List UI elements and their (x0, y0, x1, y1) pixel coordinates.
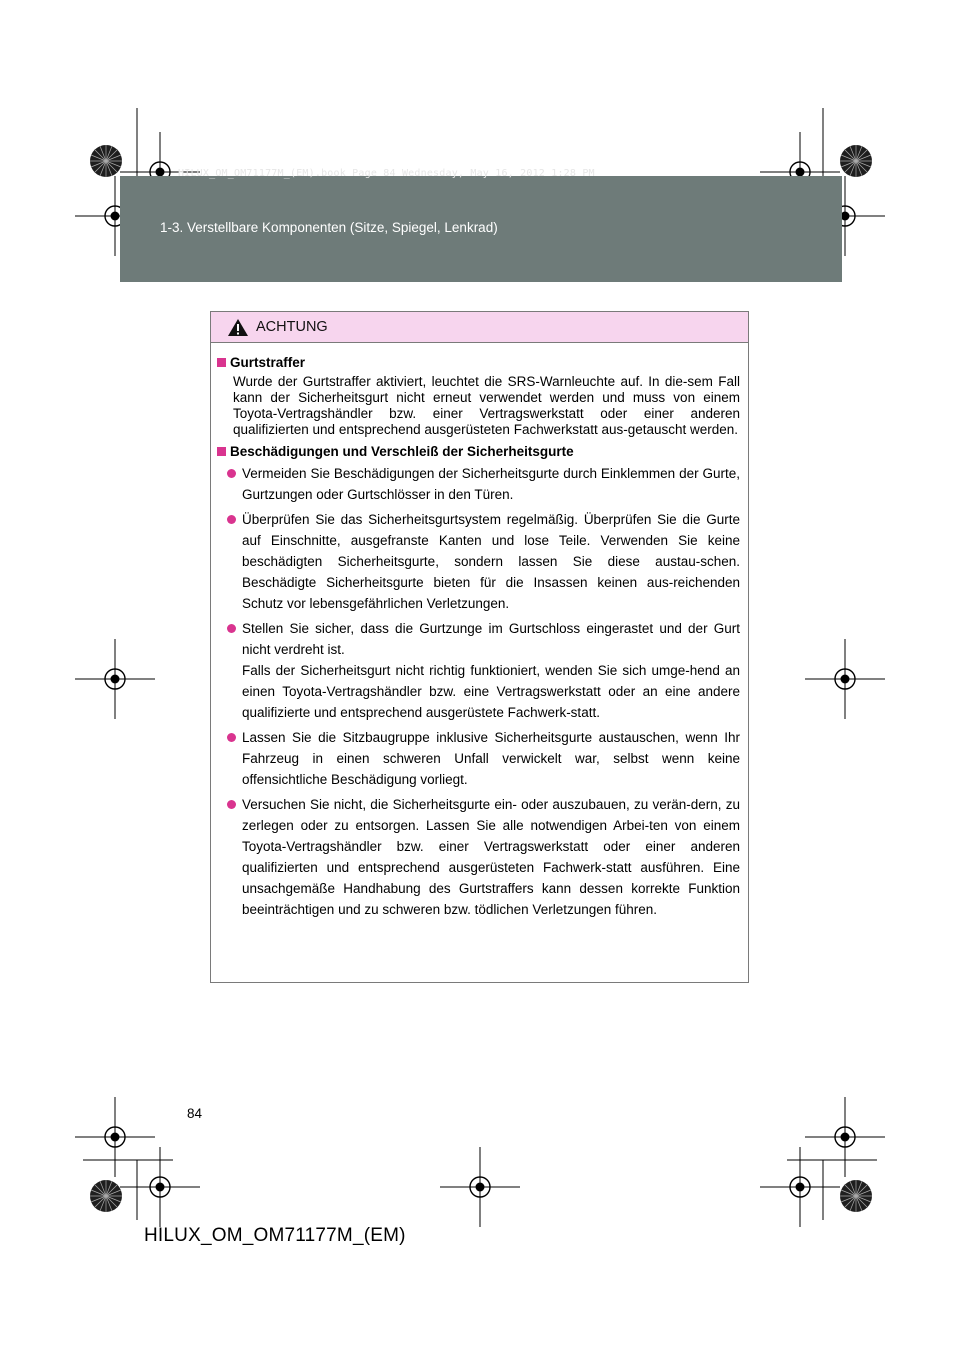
list-item: Versuchen Sie nicht, die Sicherheitsgurte ein- oder auszubauen, zu verän-dern, zu zerlegen oder zu entsorgen. Lassen Sie alle notwendigen Arbei-ten von einem Toyota-Vertragshändler bzw. einer Vertragswerkstatt oder einer anderen qualifizierten und entsprechend ausgerüsteten Fachwerk-statt ausführen. Eine unsachgemäße Handhabung des Gurtstraffers kann dessen korrekte Funktion beeinträchtigen und zu schweren bzw. tödlichen Verletzungen führen. (227, 794, 740, 920)
warning-header (211, 312, 748, 343)
list-item: Stellen Sie sicher, dass die Gurtzunge im Gurtschloss eingerastet und der Gurt nicht verdreht ist. Falls der Sicherheitsgurt nicht richtig funktioniert, wenden Sie sich umge-hend an einen Toyota-Vertragshändler bzw. eine Vertragswerkstatt oder an eine andere qualifizierte und entsprechend ausgerüstete Fachwerk-statt. (227, 618, 740, 723)
list-item: Vermeiden Sie Beschädigungen der Sicherheitsgurte durch Einklemmen der Gurte, Gurtzungen oder Gurtschlösser in den Türen. (227, 463, 740, 505)
warning-box (210, 311, 749, 983)
page-number: 84 (187, 1106, 203, 1121)
square-bullet-icon (217, 447, 226, 456)
circle-bullet-icon (227, 800, 236, 809)
warning-body (211, 343, 748, 920)
circle-bullet-icon (227, 624, 236, 633)
paragraph-gurtstraffer: Wurde der Gurtstraffer aktiviert, leuchtet die SRS-Warnleuchte auf. In die-sem Fall kann der Sicherheitsgurt nicht erneut verwendet werden und muss von einem Toyota-Vertragshändler bzw. einer Vertragswerkstatt oder einer anderen qualifizierten und entsprechend ausgerüsteten Fachwerkstatt aus-getauscht werden. (233, 374, 740, 437)
warning-title: ACHTUNG (256, 319, 328, 335)
list-item: Überprüfen Sie das Sicherheitsgurtsystem regelmäßig. Überprüfen Sie die Gurte auf Einschnitte, ausgefranste Kanten und lose Teile. Verwenden Sie keine beschädigten Sicherheitsgurte, sondern lassen Sie diese austau-schen. Beschädigte Sicherheitsgurte bieten für die Insassen keinen aus-reichenden Schutz vor lebensgefährlichen Verletzungen. (227, 509, 740, 614)
circle-bullet-icon (227, 515, 236, 524)
section-heading-gurtstraffer: Gurtstraffer (217, 355, 740, 370)
file-stamp: HILUX_OM_OM71177M_(EM).book Page 84 Wednesday, May 16, 2012 1:28 PM (178, 168, 595, 179)
section-heading-beschaedigungen: Beschädigungen und Verschleiß der Sicherheitsgurte (217, 444, 740, 459)
section-title: 1-3. Verstellbare Komponenten (Sitze, Spiegel, Lenkrad) (160, 220, 498, 235)
document-code: HILUX_OM_OM71177M_(EM) (144, 1225, 406, 1246)
list-item: Lassen Sie die Sitzbaugruppe inklusive Sicherheitsgurte austauschen, wenn Ihr Fahrzeug in einen schweren Unfall verwickelt war, selbst wenn keine offensichtliche Beschädigung vorliegt. (227, 727, 740, 790)
circle-bullet-icon (227, 733, 236, 742)
circle-bullet-icon (227, 469, 236, 478)
square-bullet-icon (217, 358, 226, 367)
warning-triangle-icon (227, 318, 249, 337)
